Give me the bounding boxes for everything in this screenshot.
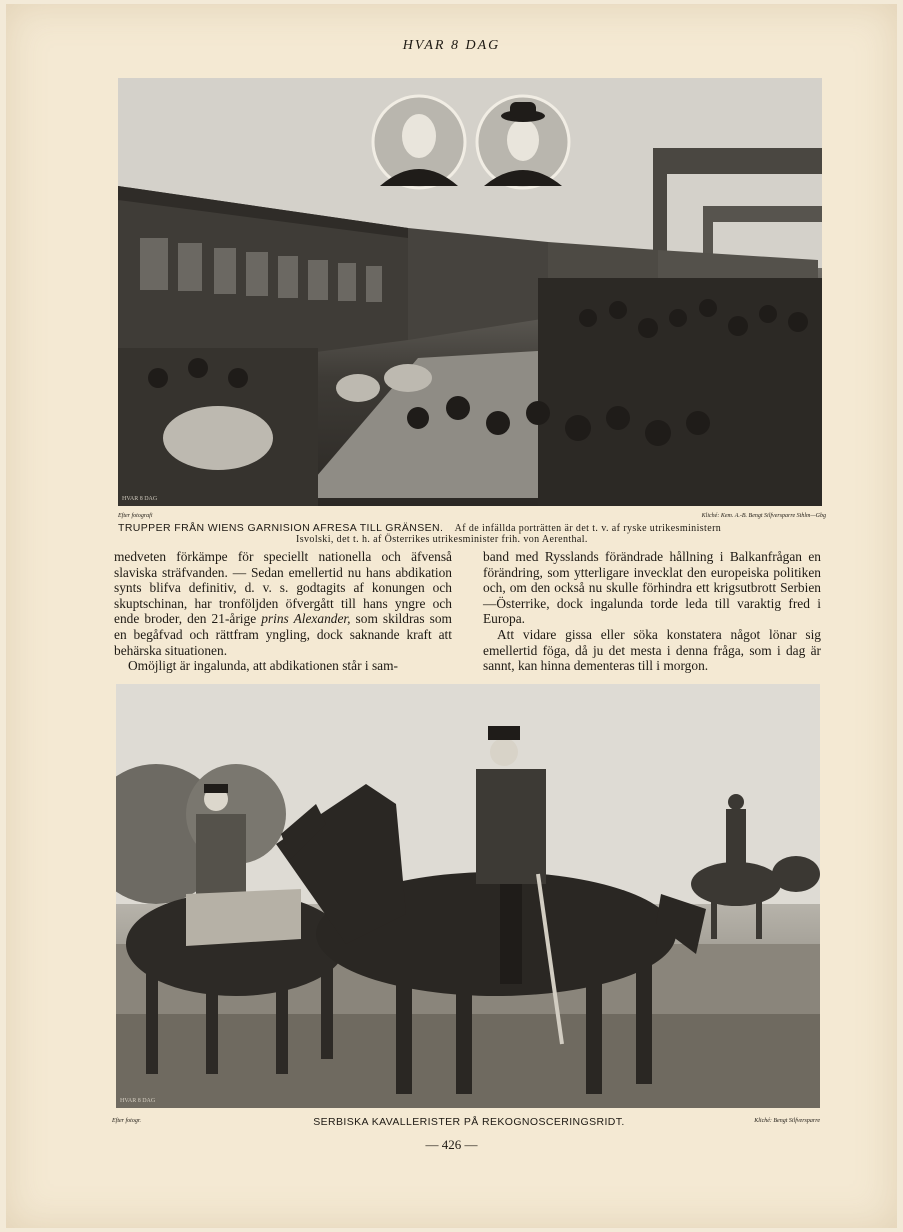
article-paragraph: medveten förkämpe för speciellt nationella och äfvenså slaviska sträfvanden. — Sedan emellertid nu hans abdikation synts blifva definitiv, d. v. s. godtagits af konungen och skuptschinan, har tronföljden öfvergått till hans yngre och ende broder, den 21-årige prins Alexander, som skildras som en begåfvad och rättfram yngling, dock saknande kraft att behärska situationen. xyxy=(114,549,452,658)
train-departure-photo xyxy=(118,78,822,506)
bottom-photo-credit: Efter fotogr. xyxy=(112,1118,142,1124)
top-photo-cliche: Kliché: Kem. A.-B. Bengt Silfversparre Sthlm—Gbg xyxy=(701,513,826,519)
emphasis-prince: prins Alexander, xyxy=(261,611,351,627)
bottom-photo-watermark: HVAR 8 DAG xyxy=(120,1098,156,1104)
article-left-column xyxy=(114,549,452,674)
cavalry-photo xyxy=(116,684,820,1108)
article-paragraph: Omöjligt är ingalunda, att abdikationen står i sam- xyxy=(128,658,398,674)
article-paragraph: Att vidare gissa eller söka konstatera något lönar sig emellertid föga, då ju det mesta i denna fråga, som i dag är sannt, kan hinna dementeras till i morgon. xyxy=(483,626,821,674)
top-photo-caption-line2: Isvolski, det t. h. af Österrikes utrikesminister frih. von Aerenthal. xyxy=(296,534,588,545)
page-number: — 426 — xyxy=(425,1137,478,1152)
top-photo-credit: Efter fotografi xyxy=(118,513,153,519)
bottom-photo-caption: SERBISKA KAVALLERISTER PÅ REKOGNOSCERINGSRIDT. xyxy=(313,1116,625,1128)
top-photo-caption-detail: Af de infällda porträtten är det t. v. af ryske utrikesministern xyxy=(454,523,722,534)
article-right-column xyxy=(483,549,821,674)
bottom-photo-cliche: Kliché: Bengt Silfversparre xyxy=(754,1118,820,1124)
top-photo-caption-title: TRUPPER FRÅN WIENS GARNISION AFRESA TILL GRÄNSEN. xyxy=(118,522,444,534)
running-head: HVAR 8 DAG xyxy=(402,38,501,53)
top-photo-watermark: HVAR 8 DAG xyxy=(122,496,158,502)
article-paragraph: band med Rysslands förändrade hållning i Balkanfrågan en förändring, som ytterligare invecklat den europeiska politiken och, om den också nu skulle förhindra ett krigsutbrott Serbien—Österrike, dock ingalunda torde leda till varaktig fred i Europa. xyxy=(483,549,821,627)
